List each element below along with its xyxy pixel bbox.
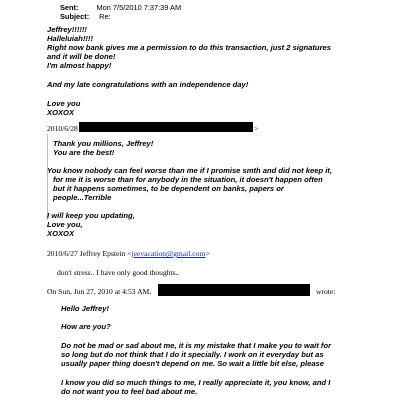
quote-divider bbox=[47, 134, 49, 220]
reply1-line: Right now bank gives me a permission to do this transaction, just 2 signatures bbox=[47, 43, 331, 52]
reply3-line: Hello Jeffrey! bbox=[61, 304, 109, 313]
reply1-line: and it will be done! bbox=[47, 52, 116, 61]
reply3-line: I know you did so much things to me, I really appreciate it, you know, and I bbox=[61, 378, 331, 387]
reply1-line: And my late congratulations with an independence day! bbox=[47, 80, 249, 89]
reply2-line: You know nobody can feel worse than me if I promise smth and did not keep it, bbox=[47, 166, 332, 175]
reply2-line: but it happens sometimes, to be dependent on banks, papers or bbox=[53, 184, 284, 193]
reply2-line: Love you, bbox=[47, 220, 83, 229]
reply2-line: Thank you millions, Jeffrey! bbox=[53, 139, 154, 148]
reply3-line: Do not be mad or sad about me, it is my mistake that I make you to wait for bbox=[61, 341, 332, 350]
reply3-line: so long but do not think that I do it specially. I work on it everyday but as bbox=[61, 350, 324, 359]
reply1-line: Halleluiah!!!! bbox=[47, 34, 93, 43]
redaction-block bbox=[79, 122, 253, 132]
quote3-attribution: On Sun, Jun 27, 2010 at 4:53 AM, bbox=[47, 287, 152, 296]
reply1-line: I'm almost happy! bbox=[47, 61, 112, 70]
quote1-date: 2010/6/28 bbox=[47, 124, 78, 133]
quote1-attribution bbox=[47, 124, 78, 134]
subject-label: Subject: bbox=[60, 12, 90, 21]
quote2-attribution bbox=[47, 249, 210, 259]
reply2-line: people...Terrible bbox=[53, 193, 112, 202]
reply3-line: usually paper thing doesn't depend on me. So wait a little bit else, please bbox=[61, 359, 325, 368]
reply3-line: do not want you to feel bad about me. bbox=[61, 387, 198, 396]
subject-value: Re: bbox=[99, 12, 111, 21]
reply3-line: How are you? bbox=[61, 322, 111, 331]
subject-row bbox=[60, 6, 111, 24]
reply2-line: I will keep you updating, bbox=[47, 211, 135, 220]
quote2-suffix: > bbox=[205, 249, 210, 258]
reply1-line: Jeffrey!!!!!! bbox=[47, 25, 87, 34]
sent-value: Mon 7/5/2010 7:37:39 AM bbox=[96, 3, 182, 12]
reply1-line: XOXOX bbox=[47, 108, 75, 117]
redaction-block bbox=[158, 284, 310, 296]
quote2-prefix: 2010/6/27 Jeffrey Epstein < bbox=[47, 249, 132, 258]
quote3-suffix: wrote: bbox=[316, 287, 336, 296]
sent-label: Sent: bbox=[60, 3, 79, 12]
quote1-suffix: > bbox=[254, 124, 259, 133]
sender-email-link[interactable]: jeevacation@gmail.com bbox=[131, 249, 206, 258]
reply2-line: for me it is worse than for anybody in the situation, it doesn't happen often bbox=[53, 175, 323, 184]
reply2-line: XOXOX bbox=[47, 229, 75, 238]
reply1-line: Love you bbox=[47, 99, 81, 108]
quote2-body: don't stress.. I have only good thoughts.. bbox=[57, 268, 180, 277]
reply2-line: You are the best! bbox=[53, 148, 115, 157]
